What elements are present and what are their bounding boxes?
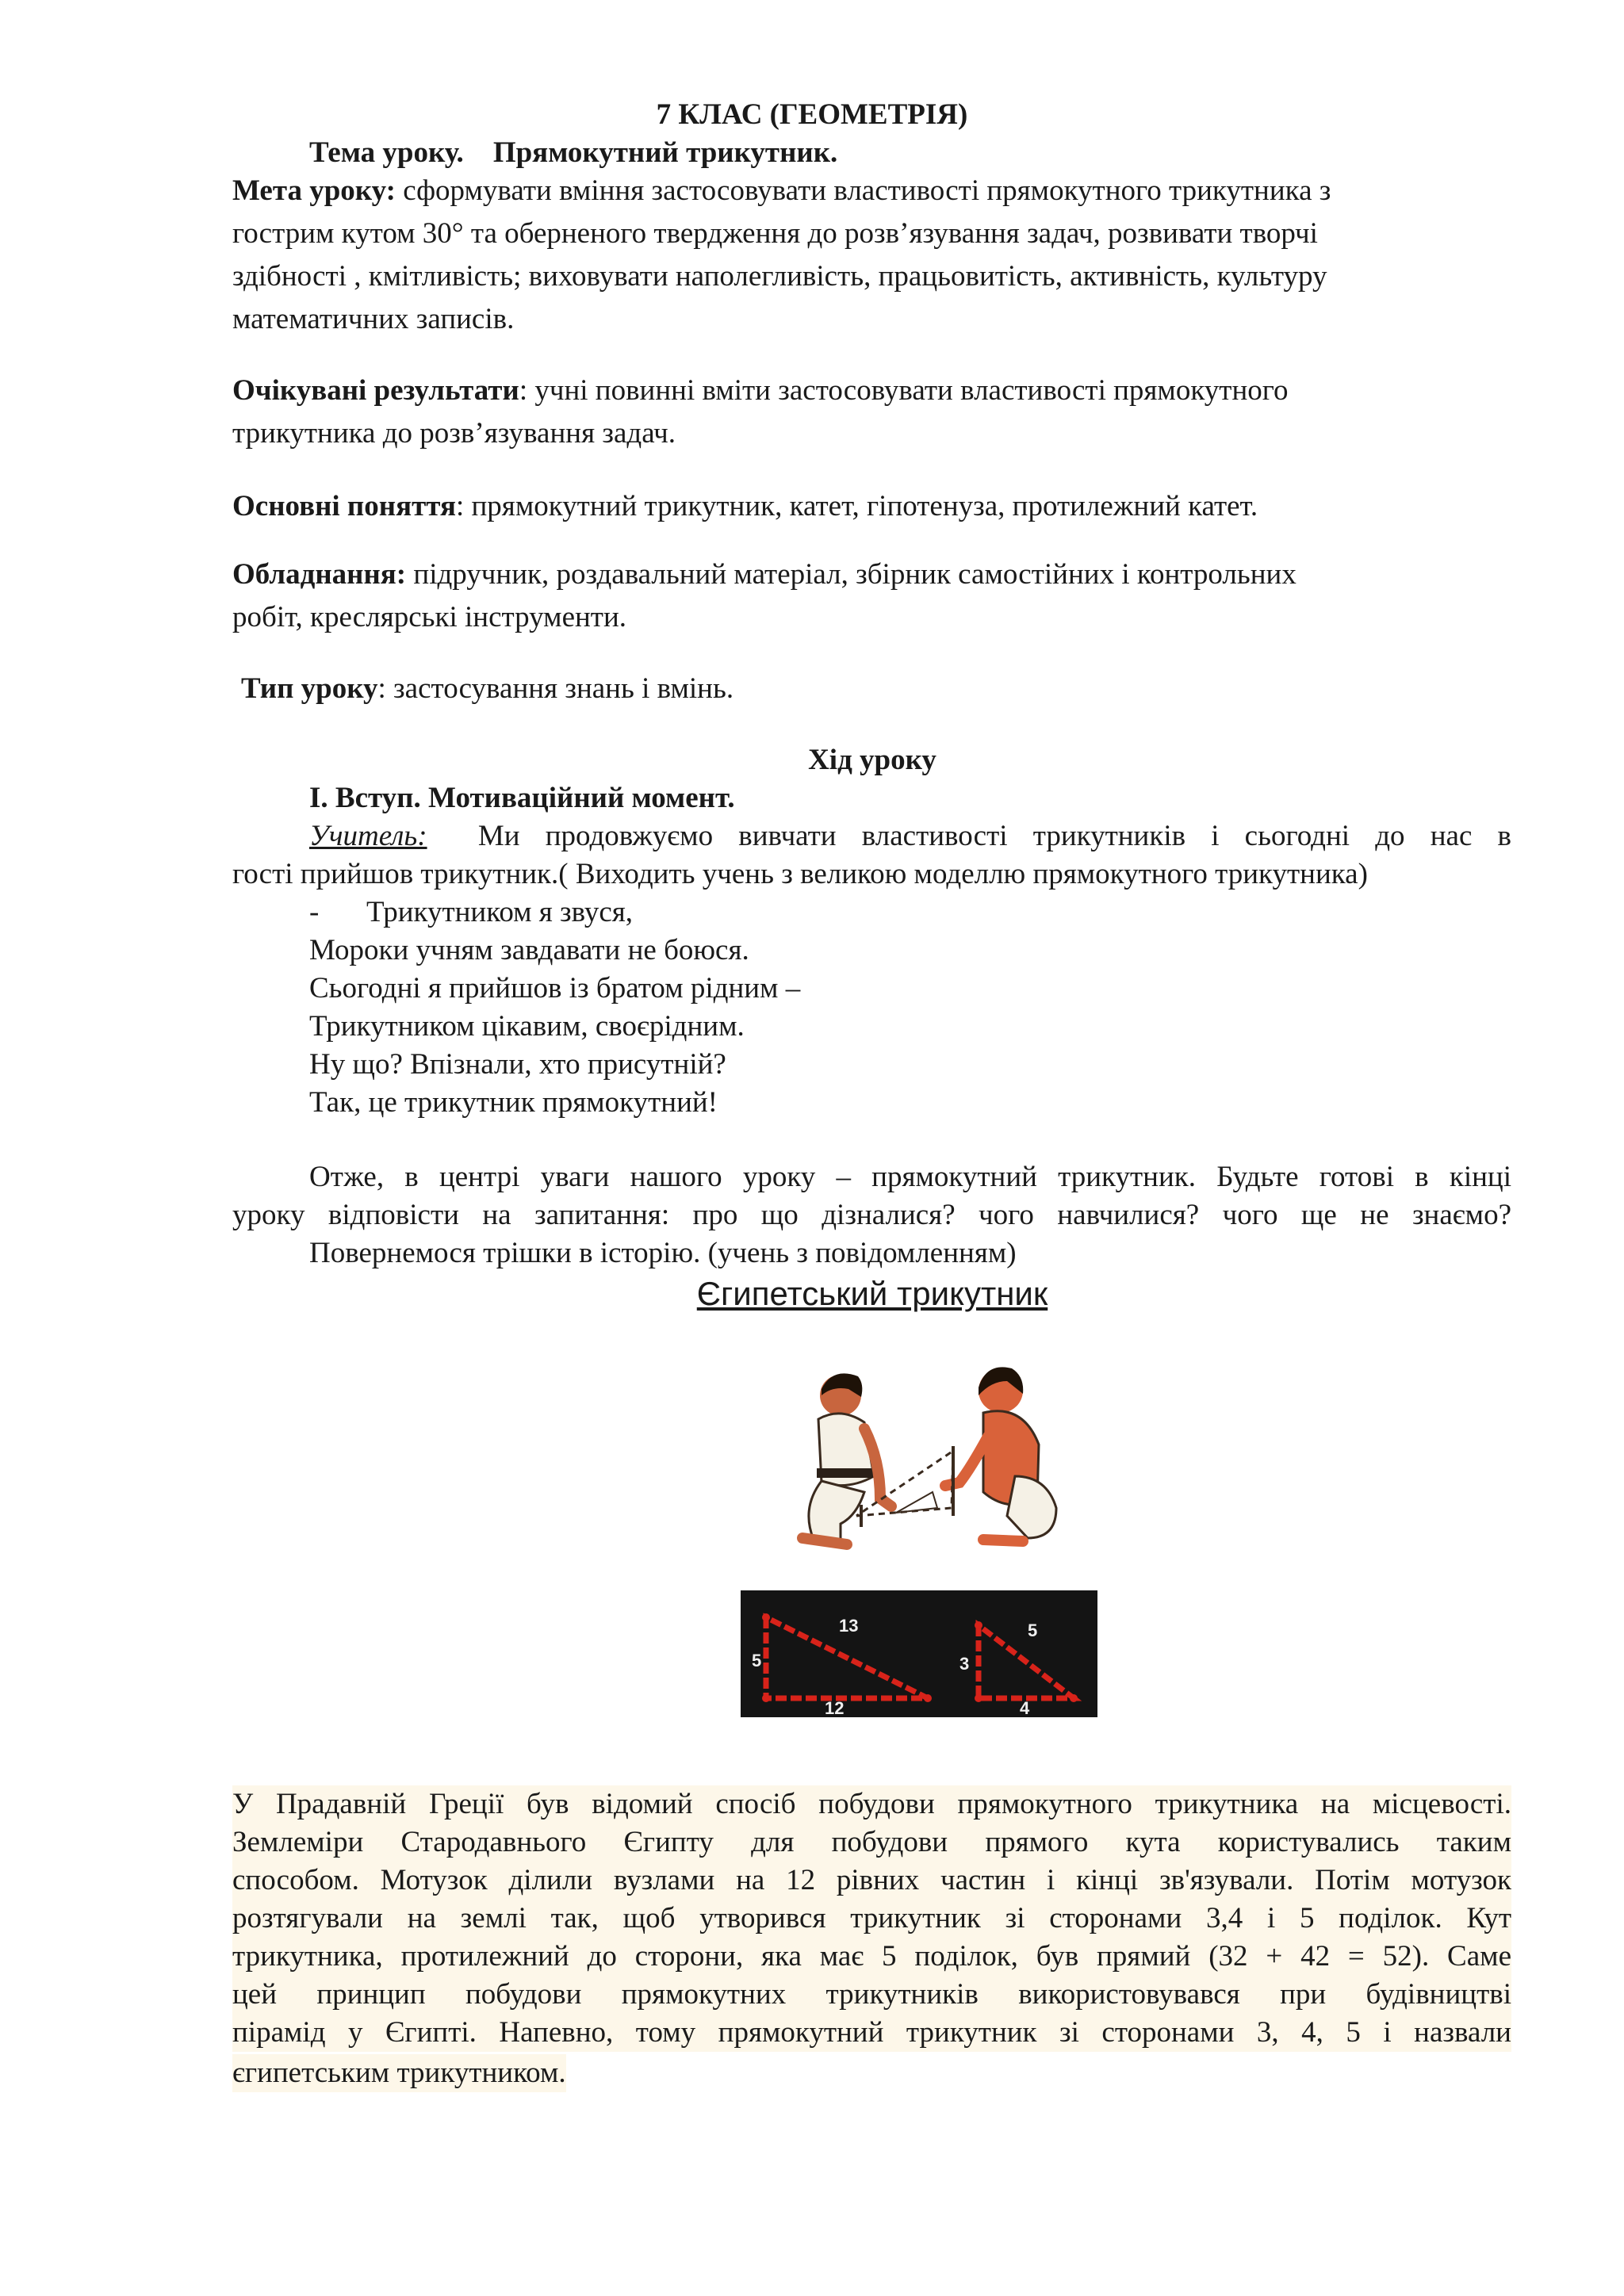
poem-line-5: Ну що? Впізнали, хто присутній? bbox=[309, 1048, 726, 1081]
equipment-line-2: робіт, креслярські інструменти. bbox=[232, 601, 627, 633]
egypt-paragraph-line-1: У Прадавній Греції був відомий спосіб побудови прямокутного трикутника на місцевості. bbox=[232, 1785, 1511, 1823]
goal-line-1 bbox=[232, 170, 1331, 212]
equipment-label: Обладнання: bbox=[232, 558, 407, 591]
egypt-paragraph-line-7: пірамід у Єгипті. Напевно, тому прямокутний трикутник зі сторонами 3, 4, 5 і назвали bbox=[232, 2014, 1511, 2052]
triangle-b-bottom-label: 4 bbox=[1020, 1698, 1030, 1717]
right-figure bbox=[945, 1367, 1056, 1541]
expected-label: Очікувані результати bbox=[232, 374, 519, 407]
egypt-paragraph-line-2: Землеміри Стародавнього Єгипту для побудови прямого кута користувались таким bbox=[232, 1823, 1511, 1862]
rope-stretchers-illustration bbox=[745, 1357, 1102, 1563]
egypt-paragraph-line-8: єгипетським трикутником. bbox=[232, 2054, 566, 2092]
triangle-a-left-label: 5 bbox=[752, 1651, 762, 1670]
teacher-line-2: гості прийшов трикутник.( Виходить учень з великою моделлю прямокутного трикутника) bbox=[232, 858, 1368, 890]
triangle-a-bottom-label: 12 bbox=[825, 1698, 845, 1717]
triangle-b-hyp-label: 5 bbox=[1028, 1621, 1038, 1640]
lesson-type-label: Тип уроку bbox=[241, 672, 378, 705]
course-title: Хід уроку bbox=[808, 744, 936, 776]
section-1-heading: І. Вступ. Мотиваційний момент. bbox=[309, 782, 735, 814]
teacher-text-1: Ми продовжуємо вивчати властивості трикутників і сьогодні до нас в bbox=[477, 820, 1511, 852]
poem-line-1: Трикутником я звуся, bbox=[366, 896, 634, 928]
goal-text-1: сформувати вміння застосовувати властивості прямокутного трикутника з bbox=[403, 174, 1331, 207]
triangle-b-left-label: 3 bbox=[959, 1654, 970, 1674]
expected-line-1 bbox=[232, 369, 1289, 412]
topic-line bbox=[309, 132, 837, 174]
focus-line-1: Отже, в центрі уваги нашого уроку – прямокутний трикутник. Будьте готові в кінці bbox=[309, 1161, 1511, 1193]
poem-line-6: Так, це трикутник прямокутний! bbox=[309, 1086, 718, 1119]
egypt-heading: Єгипетський трикутник bbox=[696, 1275, 1048, 1312]
topic-label: Тема уроку. bbox=[309, 136, 464, 169]
focus-line-2: уроку відповісти на запитання: про що дізналися? чого навчилися? чого ще не знаємо? bbox=[232, 1199, 1511, 1231]
egypt-paragraph-line-4: розтягували на землі так, щоб утворився трикутник зі сторонами 3,4 і 5 поділок. Кут bbox=[232, 1900, 1511, 1938]
lesson-type-line bbox=[241, 668, 733, 710]
left-figure bbox=[802, 1373, 891, 1544]
egyptian-triangles-plate bbox=[741, 1590, 1097, 1717]
history-line: Повернемося трішки в історію. (учень з повідомленням) bbox=[309, 1237, 1017, 1269]
concepts-label: Основні поняття bbox=[232, 490, 456, 522]
teacher-label: Учитель: bbox=[309, 820, 427, 852]
concepts-line bbox=[232, 485, 1258, 528]
concepts-text: : прямокутний трикутник, катет, гіпотенуза, протилежний катет. bbox=[455, 490, 1258, 522]
goal-line-2: гострим кутом 30° та оберненого твердження до розв’язування задач, розвивати творчі bbox=[232, 217, 1318, 250]
triangle-a-hyp-label: 13 bbox=[839, 1616, 859, 1636]
expected-text-1: : учні повинні вміти застосовувати властивості прямокутного bbox=[519, 374, 1289, 407]
poem-line-2: Мороки учням завдавати не боюся. bbox=[309, 934, 749, 966]
teacher-line-1 bbox=[309, 815, 1511, 858]
grade-title: 7 КЛАС (ГЕОМЕТРІЯ) bbox=[656, 98, 968, 131]
goal-line-3: здібності , кмітливість; виховувати наполегливість, працьовитість, активність, культуру bbox=[232, 260, 1327, 293]
goal-label: Мета уроку: bbox=[232, 174, 396, 207]
poem-line-4: Трикутником цікавим, своєрідним. bbox=[309, 1010, 745, 1043]
egypt-paragraph-line-5: трикутника, протилежний до сторони, яка має 5 поділок, був прямий (32 + 42 = 52). Саме bbox=[232, 1938, 1511, 1976]
egypt-paragraph-line-3: способом. Мотузок ділили вузлами на 12 рівних частин і кінці зв'язували. Потім мотузок bbox=[232, 1862, 1511, 1900]
lesson-type-text: : застосування знань і вмінь. bbox=[377, 672, 734, 705]
equipment-line-1 bbox=[232, 553, 1297, 596]
egypt-paragraph bbox=[232, 1785, 1511, 2095]
poem-line-3: Сьогодні я прийшов із братом рідним – bbox=[309, 972, 801, 1004]
egypt-paragraph-line-6: цей принцип побудови прямокутних трикутників використовувався при будівництві bbox=[232, 1976, 1511, 2014]
expected-line-2: трикутника до розв’язування задач. bbox=[232, 417, 676, 450]
topic-value: Прямокутний трикутник. bbox=[492, 136, 838, 169]
poem-dash: - bbox=[309, 896, 320, 928]
goal-line-4: математичних записів. bbox=[232, 303, 515, 335]
equipment-text-1: підручник, роздавальний матеріал, збірник самостійних і контрольних bbox=[413, 558, 1297, 591]
